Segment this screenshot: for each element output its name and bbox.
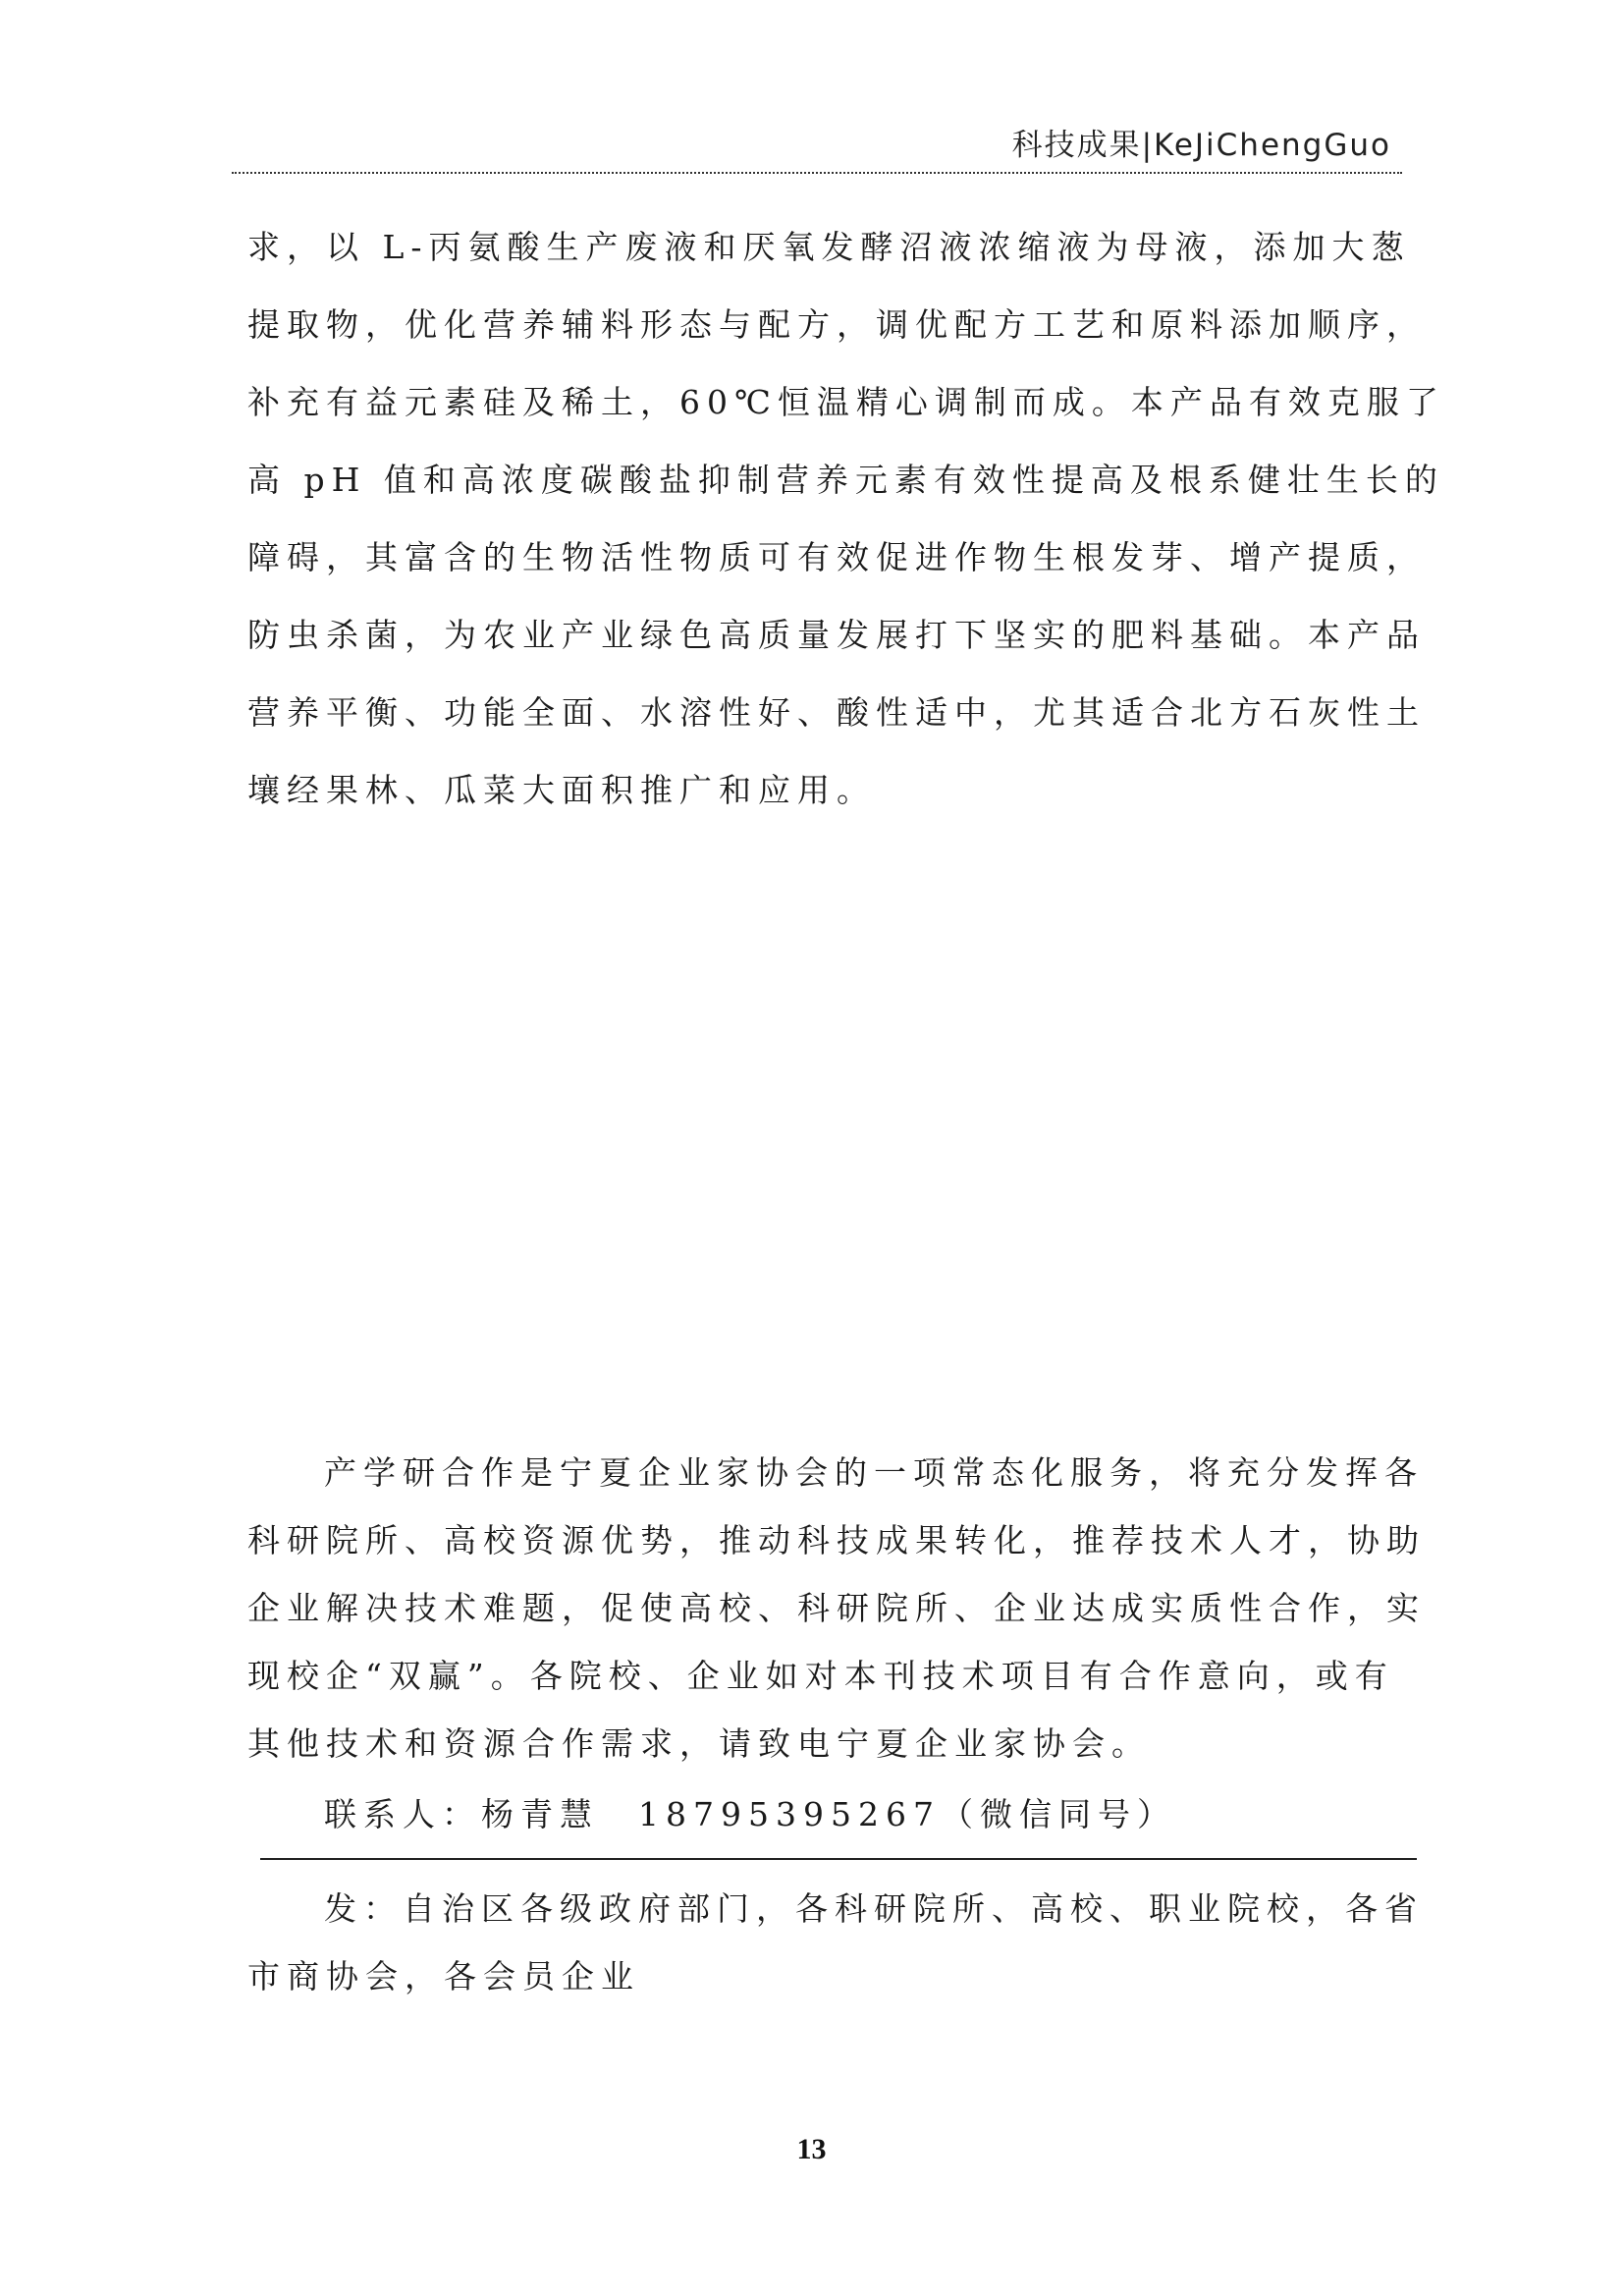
paragraph-line: 补充有益元素硅及稀土，60℃恒温精心调制而成。本产品有效克服了 <box>247 383 1445 421</box>
paragraph-line: 障碍，其富含的生物活性物质可有效促进作物生根发芽、增产提质， <box>247 538 1426 576</box>
distribution-line: 市商协会，各会员企业 <box>247 1957 640 1995</box>
paragraph-line: 营养平衡、功能全面、水溶性好、酸性适中，尤其适合北方石灰性土 <box>247 693 1426 732</box>
header-divider <box>232 172 1402 174</box>
notice-line: 其他技术和资源合作需求，请致电宁夏企业家协会。 <box>247 1724 1151 1763</box>
page-number: 13 <box>796 2133 827 2165</box>
running-header: 科技成果|KeJiChengGuo <box>1011 128 1391 163</box>
contact-line: 联系人：杨青慧 18795395267（微信同号） <box>324 1795 1176 1833</box>
paragraph-line: 防虫杀菌，为农业产业绿色高质量发展打下坚实的肥料基础。本产品 <box>247 616 1426 654</box>
notice-line: 产学研合作是宁夏企业家协会的一项常态化服务，将充分发挥各 <box>324 1453 1424 1492</box>
paragraph-line: 高 pH 值和高浓度碳酸盐抑制营养元素有效性提高及根系健壮生长的 <box>247 461 1444 499</box>
notice-line: 现校企“双赢”。各院校、企业如对本刊技术项目有合作意向，或有 <box>247 1657 1394 1695</box>
notice-line: 科研院所、高校资源优势，推动科技成果转化，推荐技术人才，协助 <box>247 1521 1426 1559</box>
paragraph-line: 提取物，优化营养辅料形态与配方，调优配方工艺和原料添加顺序， <box>247 305 1426 344</box>
paragraph-line: 壤经果林、瓜菜大面积推广和应用。 <box>247 771 876 809</box>
notice-line: 企业解决技术难题，促使高校、科研院所、企业达成实质性合作，实 <box>247 1589 1426 1627</box>
paragraph-line: 求，以 L-丙氨酸生产废液和厌氧发酵沼液浓缩液为母液，添加大葱 <box>247 228 1411 266</box>
distribution-divider <box>260 1858 1417 1860</box>
distribution-line: 发：自治区各级政府部门，各科研院所、高校、职业院校，各省 <box>324 1889 1424 1928</box>
